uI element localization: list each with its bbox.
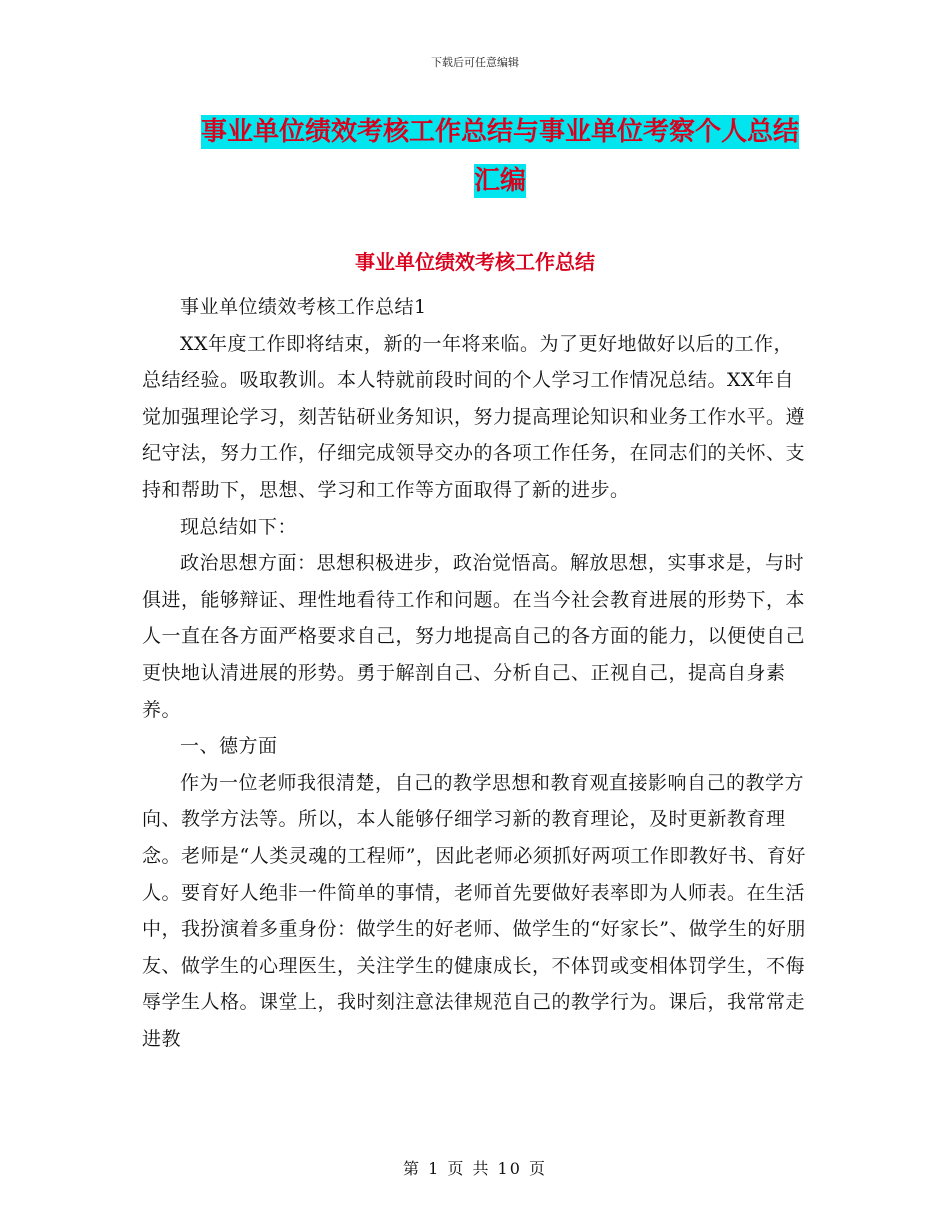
paragraph-heading: 一、德方面 [180,735,278,758]
paragraph-subtitle: 事业单位绩效考核工作总结1 [180,296,427,318]
paragraph: XX年度工作即将结束，新的一年将来临。为了更好地做好以后的工作，总结经验。吸取教训。本人特就前段时间的个人学习工作情况总结。XX年自觉加强理论学习，刻苦钻研业务知识，努力提高理论知识和业务工作水平。遵纪守法，努力工作，仔细完成领导交办的各项工作任务，在同志们的关怀、支持和帮助下，思想、学习和工作等方面取得了新的进步。 [142,332,806,501]
body-text [142,289,808,1057]
paragraph: 现总结如下： [180,515,298,538]
document-title [190,108,810,206]
document-title-text: 事业单位绩效考核工作总结与事业单位考察个人总结汇编 [200,117,799,196]
paragraph: 政治思想方面：思想积极进步，政治觉悟高。解放思想，实事求是，与时俱进，能够辩证、理性地看待工作和问题。在当今社会教育进展的形势下，本人一直在各方面严格要求自己，努力地提高自己的各方面的能力，以便使自己更快地认清进展的形势。勇于解剖自己、分析自己、正视自己，提高自身素养。 [142,552,806,721]
page-footer: 第 1 页 共 10 页 [403,1159,547,1178]
paragraph: 作为一位老师我很清楚，自己的教学思想和教育观直接影响自己的教学方向、教学方法等。所以，本人能够仔细学习新的教育理论，及时更新教育理念。老师是“人类灵魂的工程师”，因此老师必须抓好两项工作即教好书、育好人。要育好人绝非一件简单的事情，老师首先要做好表率即为人师表。在生活中，我扮演着多重身份：做学生的好老师、做学生的“好家长”、做学生的好朋友、做学生的心理医生，关注学生的健康成长，不体罚或变相体罚学生，不侮辱学生人格。课堂上，我时刻注意法律规范自己的教学行为。课后，我常常走进教 [142,771,806,1050]
section-title: 事业单位绩效考核工作总结 [355,250,595,274]
header-note: 下载后可任意编辑 [431,56,519,69]
